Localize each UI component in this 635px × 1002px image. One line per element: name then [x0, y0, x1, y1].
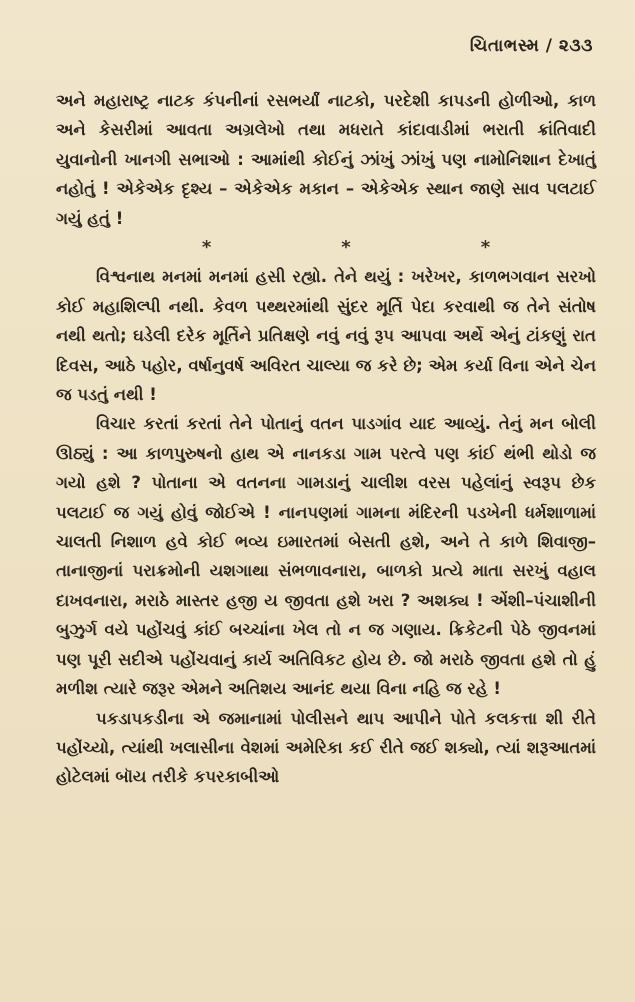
- running-header: ચિતાભસ્મ / ૨૩૩: [469, 36, 593, 56]
- separator-star-2: *: [341, 237, 351, 259]
- separator-star-1: *: [201, 237, 212, 259]
- separator-star-3: *: [480, 237, 491, 259]
- paragraph-4: પકડાપકડીના એ જમાનામાં પોલીસને થાપ આપીને પોતે કલકત્તા શી રીતે પહોંચ્યો, ત્યાંથી ખલાસીના વેશમાં અમેરિકા કઈ રીતે જઈ શક્યો, ત્યાં શરૂઆતમાં હોટેલમાં બૉય તરીકે કપરકાબીઓ: [56, 708, 596, 787]
- page-body: [56, 86, 596, 792]
- paragraph-2: વિશ્વનાથ મનમાં મનમાં હસી રહ્યો. તેને થયું : ખરેખર, કાળભગવાન સરખો કોઈ મહાશિલ્પી નથી. કેવળ પથ્થરમાંથી સુંદર મૂર્તિ પેદા કરવાથી જ તેને સંતોષ નથી થતો; ઘડેલી દરેક મૂર્તિને પ્રતિક્ષણે નવું નવું રૂપ આપવા અર્થે એનું ટાંકણું રાત દિવસ, આઠે પહોર, વર્ષાનુવર્ષ અવિરત ચાલ્યા જ કરે છે; એમ કર્યા વિના એને ચેન જ પડતું નથી !: [56, 267, 596, 405]
- paragraph-3: વિચાર કરતાં કરતાં તેને પોતાનું વતન પાડગાંવ યાદ આવ્યું. તેનું મન બોલી ઊઠ્યું : આ કાળપુરુષનો હાથ એ નાનકડા ગામ પરત્વે પણ કાંઈ થંભી થોડો જ ગયો હશે ? પોતાના એ વતનના ગામડાનું ચાલીશ વરસ પહેલાંનું સ્વરૂપ છેક પલટાઈ જ ગયું હોવું જોઈએ ! નાનપણમાં ગામના મંદિરની પડખેની ધર્મશાળામાં ચાલતી નિશાળ હવે કોઈ ભવ્ય ઇમારતમાં બેસતી હશે, અને તે કાળે શિવાજી–તાનાજીનાં પરાક્રમોની યશગાથા સંભળાવનારા, બાળકો પ્રત્યે માતા સરખું વહાલ દાખવનારા, મરાઠે માસ્તર હજી ય જીવતા હશે ખરા ? અશક્ય ! એંશી–પંચાશીની બુઝુર્ગ વયે પહોંચવું કાંઈ બચ્ચાંના ખેલ તો ન જ ગણાય. ક્રિકેટની પેઠે જીવનમાં પણ પૂરી સદીએ પહોંચવાનું કાર્ય અતિવિકટ હોય છે. જો મરાઠે જીવતા હશે તો હું મળીશ ત્યારે જરૂર એમને અતિશય આનંદ થયા વિના નહિ જ રહે !: [56, 414, 596, 699]
- section-separator: [96, 233, 596, 262]
- paragraph-1: અને મહારાષ્ટ્ર નાટક કંપનીનાં રસભર્યાં નાટકો, પરદેશી કાપડની હોળીઓ, કાળ અને કેસરીમાં આવતા અગ્રલેખો તથા મધરાતે કાંદાવાડીમાં ભરાતી ક્રાંતિવાદી યુવાનોની ખાનગી સભાઓ : આમાંથી કોઈનું ઝાંખું ઝાંખું પણ નામોનિશાન દેખાતું નહોતું ! એકેએક દૃશ્ય – એકેએક મકાન – એકેએક સ્થાન જાણે સાવ પલટાઈ ગયું હતું !: [56, 91, 596, 228]
